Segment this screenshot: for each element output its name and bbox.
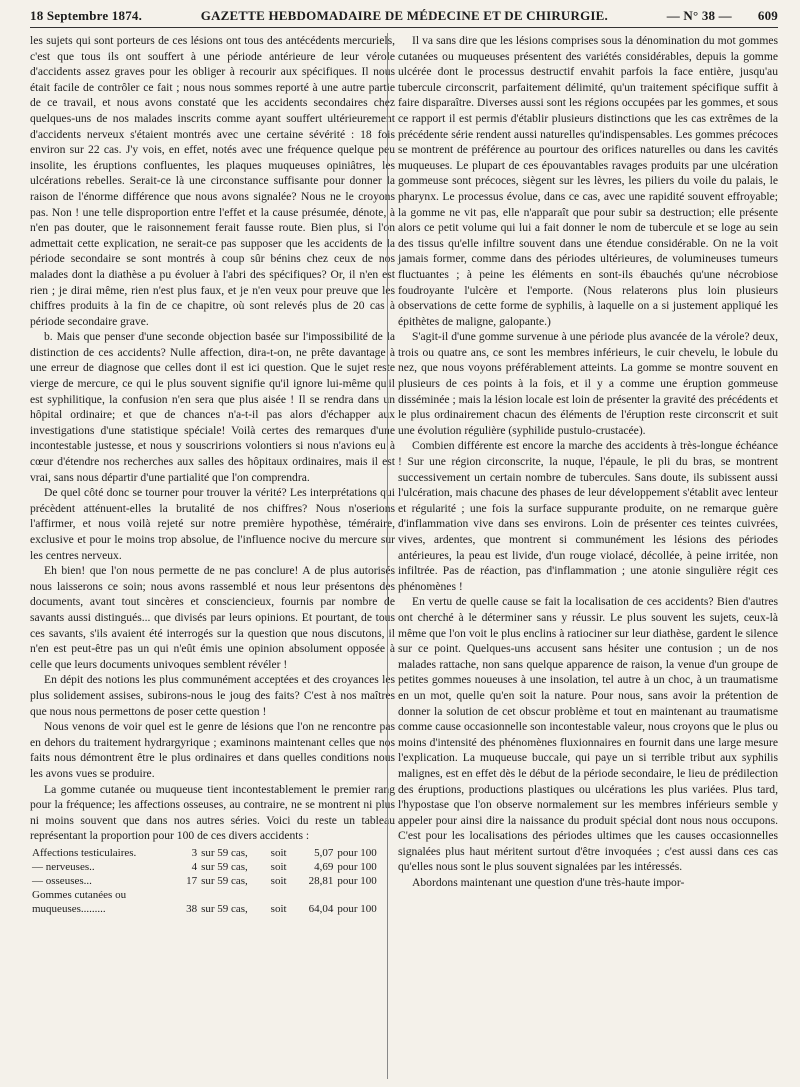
- left-column: [30, 33, 395, 916]
- table-row: [30, 888, 395, 902]
- table-row: [30, 902, 395, 916]
- table-cell-count: 38: [186, 902, 198, 915]
- table-cell-pct: 64,04: [308, 902, 334, 915]
- page-header: [30, 5, 778, 28]
- paragraph: S'agit-il d'une gomme survenue à une période plus avancée de la vérole? deux, trois ou quatre ans, ce sont les membres inférieurs, le cuir chevelu, le lobule du nez, que nous voyons préférablement atteints. La gomme se montre souvent en plusieurs de ces points à la fois, et il y a comme une éruption gommeuse disséminée ; mais la lésion locale est loin de présenter la gravité des précédents et le plus ordinairement chacun des éléments de l'éruption reste circonscrit et suit une évolution régulière (syphilide pustulo-crustacée).: [398, 330, 778, 437]
- table-cell-label: Affections testiculaires.: [32, 846, 137, 859]
- table-cell-pct: 5,07: [314, 846, 334, 859]
- paragraph: Eh bien! que l'on nous permette de ne pas conclure! A de plus autorisés nous laisserons ce soin; nous avons rassemblé et nous leur présentons des documents, avant tout sincères et consciencieux, fournis par nombre de savants aussi distingués... que divisés par leurs opinions. Et pourtant, de tous ces savants, s'ils avaient été interrogés sur la question que nous discutons, il n'en est peut-être pas un qui n'eût émis une opinion absolument opposée à celle que leurs documents univoques semblent révéler !: [30, 564, 395, 671]
- table-cell-pour: pour 100: [337, 860, 377, 873]
- table-row: [30, 860, 395, 874]
- table-cell-pour: pour 100: [337, 902, 377, 915]
- paragraph: les sujets qui sont porteurs de ces lésions ont tous des antécédents mercuriels, c'est que tous ils ont souffert à une période antérieure de leur vérole d'accidents assez graves pour les obliger à recourir aux spécifiques. Il nous était facile de contrôler ce fait ; nous nous sommes reporté à une autre partie de ce travail, et nous avons constaté que les accidents secondaires chez quelques-uns de nos malades inscrits comme ayant souffert ultérieurement d'accidents nerveux s'étaient montrés avec une certaine sévérité : 18 fois environ sur 22 cas. J'y vois, en effet, notés avec une fréquence quelque peu insolite, les éruptions confluentes, les plaques muqueuses opiniâtres, les ulcérations rebelles. Serait-ce là une circonstance suffisante pour donner la raison de l'énorme différence que nous avons signalée? Nous ne le croyons pas. Non ! une telle disproportion entre l'effet et la cause présumée, dénote, à n'en pas douter, que le raisonnement ferait fausse route. Bien plus, si l'on admettait cette explication, ne serait-ce pas supposer que les accidents de la période secondaire se sont montrés à coup sûr bénins chez ceux de nos malades dont la diathèse a pu évoluer à l'abri des spécifiques? Or, il n'en est rien ; je dirai même, rien n'est plus faux, et je n'en veux pour preuve que les chiffres produits à la fin de ce chapitre, où sont relevés plus de 20 cas à période secondaire grave.: [30, 34, 395, 328]
- header-title: GAZETTE HEBDOMADAIRE DE MÉDECINE ET DE CHIRURGIE.: [200, 8, 608, 23]
- table-cell-sur: sur 59 cas,: [201, 902, 248, 915]
- table-cell-label: — osseuses...: [32, 874, 92, 887]
- paragraph: Combien différente est encore la marche des accidents à très-longue échéance ! Sur une région circonscrite, la nuque, l'épaule, le pli du bras, se montrent successivement un certain nombre de tubercules. Sans doute, ils subissent aussi l'ulcération, mais chacune des phases de leur développement s'établit avec lenteur et régularité ; une fois la surface suppurante produite, on ne remarque guère d'inflammation vive dans ses environs. Loin de présenter ces teintes cuivrées, vives, ardentes, que montrent si communément les lésions des périodes antérieures, la peau est livide, d'un rouge violacé, décollée, à peine irritée, non infiltrée. Pas de réaction, pas d'inflammation ; une atonie singulière régit ces phénomènes !: [398, 439, 778, 593]
- table-cell-count: 4: [191, 860, 198, 873]
- table-cell-label: — nerveuses..: [32, 860, 95, 873]
- paragraph: Abordons maintenant une question d'une très-haute impor-: [412, 876, 685, 890]
- paragraph: De quel côté donc se tourner pour trouver la vérité? Les interprétations qui précèdent atténuent-elles la brutalité de nos chiffres? Nous n'oserions l'affirmer, et nous voilà rejeté sur notre première hypothèse, téméraire, exclusive et pour le moins trop absolue, de l'influence nocive du mercure sur les centres nerveux.: [30, 486, 395, 562]
- header-date: 18 Septembre 1874.: [30, 8, 143, 23]
- paragraph: Il va sans dire que les lésions comprises sous la dénomination du mot gommes cutanées ou muqueuses présentent des variétés considérables, depuis la gomme ulcérée dont le processus destructif envahit parfois la face entière, jusqu'au tubercule circonscrit, parfaitement délimité, qu'un traitement spécifique suffit à faire disparaître. Diverses aussi sont les régions occupées par les gommes, et sous ce rapport il est permis d'établir plusieurs distinctions que les cas extrêmes de la précédente série rendent aussi naturelles qu'indispensables. Les gommes précoces se montrent de préférence au pourtour des orifices naturelles ou dans les cavités muqueuses. Le plupart de ces épouvantables ravages produits par une ulcération gommeuse sont précoces, siègent sur les lèvres, les piliers du voile du palais, le pharynx. Le processus évolue, dans ce cas, avec une rapidité souvent effroyable; la gomme ne vit pas, elle n'apparaît que pour subir sa destruction; elle présente alors ce petit volume qui lui a fait donner le nom de tubercule et se loge au sein des tissus qu'elle infiltre souvent dans une étendue considérable. On ne la voit jamais former, comme dans des périodes ultérieures, de volumineuses tumeurs fluctuantes ; à peine les éléments en sont-ils ébauchés qu'une nécrobiose foudroyante l'ulcère et l'emporte. (Nous relaterons plus loin plusieurs observations de cette forme de syphilis, à laquelle on a si justement appliqué les épithètes de maligne, galopante.): [398, 34, 778, 328]
- table-cell-sur: sur 59 cas,: [201, 874, 248, 887]
- right-column: [398, 33, 778, 891]
- table-cell-sur: sur 59 cas,: [201, 846, 248, 859]
- table-cell-soit: soit: [270, 860, 287, 873]
- table-cell-count: 3: [191, 846, 198, 859]
- paragraph: La gomme cutanée ou muqueuse tient incontestablement le premier rang pour la fréquence; les affections osseuses, au contraire, ne se montrent ni plus ni moins souvent que dans nos autres séries. Voici du reste un tableau représentant la proportion pour 100 de ces divers accidents :: [30, 782, 395, 843]
- table-cell-count: 17: [186, 874, 198, 887]
- table-cell-soit: soit: [270, 902, 287, 915]
- table-cell-sur: [199, 888, 269, 902]
- table-cell-label: muqueuses.........: [32, 902, 106, 915]
- table-cell-soit: soit: [270, 846, 287, 859]
- table-cell-label: Gommes cutanées ou: [32, 888, 127, 901]
- stats-table: [30, 846, 395, 916]
- table-cell-soit: [269, 888, 296, 902]
- table-cell-pct: 28,81: [308, 874, 334, 887]
- paragraph: b. Mais que penser d'une seconde objection basée sur l'impossibilité de la distinction de ces accidents? Nulle affection, dira-t-on, ne prête davantage à une erreur de diagnose que celles dont il est ici question. Que le sujet reste vierge de mercure, ce qui le plus souvent signifie qu'il ignore lui-même qu'il est syphilitique, la confusion n'en sera que plus aisée ! Il se rendra dans un hôpital ordinaire; et que de chances n'a-t-il pas alors d'échapper aux investigations d'une statistique spéciale! Voilà certes des remarques d'une incontestable justesse, et nous y souscririons volontiers si nous n'avions eu à cœur d'étendre nos recherches aux salles des hôpitaux ordinaires, mais il est vrai, sans nous départir d'une partialité que l'on comprendra.: [30, 330, 395, 484]
- table-row: [30, 846, 395, 860]
- table-cell-pct: 4,69: [314, 860, 334, 873]
- paragraph: Nous venons de voir quel est le genre de lésions que l'on ne rencontre pas en dehors du traitement hydrargyrique ; examinons maintenant celles que nos faits nous démontrent être le plus ordinaires et dans quelles conditions nous les avons vues se produire.: [30, 720, 395, 780]
- table-cell-count: [179, 888, 200, 902]
- header-issue: — N° 38 —: [666, 8, 732, 23]
- table-cell-pct: [296, 888, 335, 902]
- column-divider: [387, 33, 388, 1079]
- table-row: [30, 874, 395, 888]
- paragraph: En vertu de quelle cause se fait la localisation de ces accidents? Bien d'autres ont cherché à le déterminer sans y réussir. Le plus souvent les sujets, ceux-là même que l'on voit le plus enclins à ratiociner sur leur diathèse, gardent le silence sur ce point. Quelques-uns accusent sans hésiter une contusion ; un de nos malades rattache, non sans quelque apparence de raison, la venue d'un groupe de petites gommes noueuses à une insolation, tel autre à un choc, à un traumatisme en un mot, quelle qu'en soit la nature. Pour nous, sans avoir la prétention de donner la solution de cet obscur problème et tout en maintenant au traumatisme comme cause occasionnelle son incontestable valeur, nous croyons que le plus ou moins d'intensité des phénomènes fluxionnaires en fournit dans une large mesure l'explication. La muqueuse buccale, qui paye un si terrible tribut aux syphilis malignes, est en effet dès le début de la période secondaire, le lieu de prédilection des éruptions, productions plastiques ou ulcérations les plus variées. Plus tard, l'hypostase que l'on observe normalement sur les membres inférieurs semble y appeler pour ainsi dire la naissance du produit spécial dont nous nous occupons. C'est pour les localisations des périodes ultimes que les causes occasionnelles signalées plus haut méritent surtout d'être invoquées ; c'est aussi dans ces cas qu'elles nous sont le plus souvent signalées par les intéressés.: [398, 595, 778, 874]
- table-cell-soit: soit: [270, 874, 287, 887]
- table-cell-pour: pour 100: [337, 874, 377, 887]
- paragraph: En dépit des notions les plus communément acceptées et des croyances les plus solidement assises, subirons-nous le joug des faits? C'est à nos maîtres que nous nous permettons de poser cette question !: [30, 673, 395, 718]
- header-right: [667, 8, 778, 24]
- table-cell-sur: sur 59 cas,: [201, 860, 248, 873]
- table-cell-pour: pour 100: [337, 846, 377, 859]
- header-page-number: 609: [757, 8, 778, 23]
